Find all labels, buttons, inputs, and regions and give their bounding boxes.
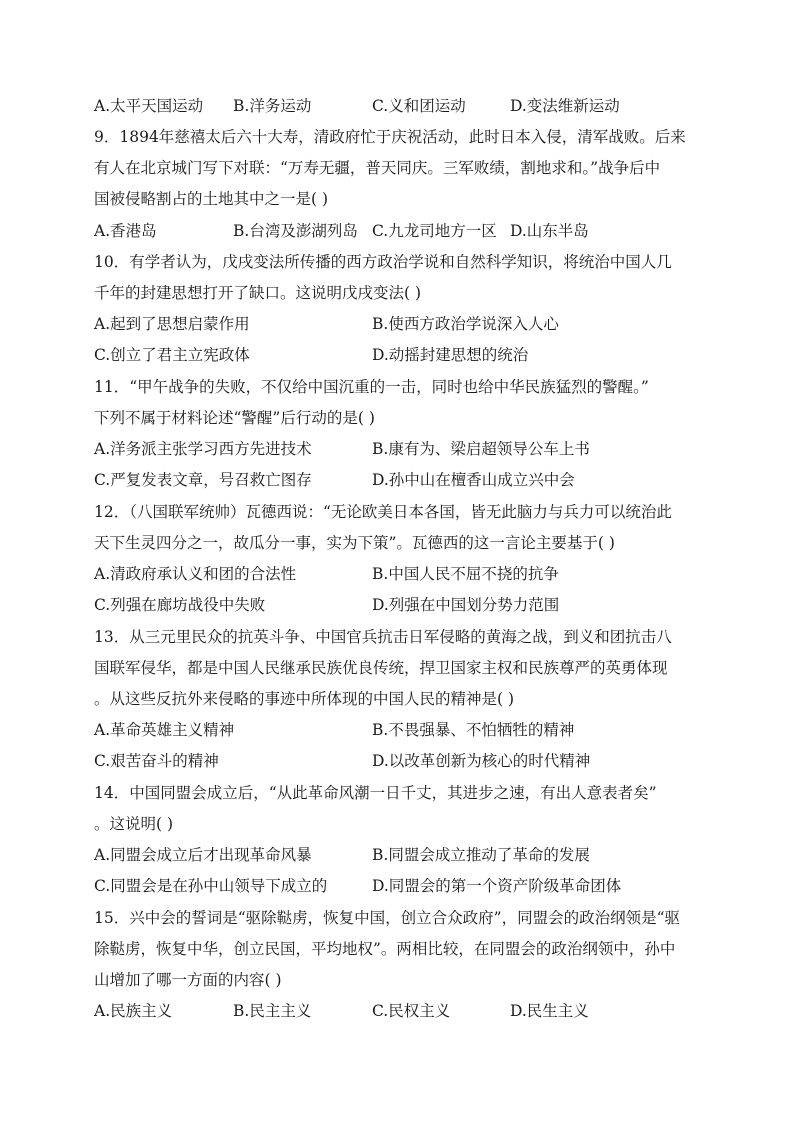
q13-stem-line-1: 13．从三元里民众的抗英斗争、中国官兵抗击日军侵略的黄海之战，到义和团抗击八: [94, 628, 672, 646]
q14-option-a: A.同盟会成立后才出现革命风暴: [94, 846, 312, 864]
q15-option-c: C.民权主义: [372, 1002, 451, 1020]
q15-stem-line-1: 15．兴中会的誓词是“驱除鞑虏，恢复中国，创立合众政府”，同盟会的政治纲领是“驱: [94, 909, 680, 927]
q13-stem-line-2: 国联军侵华，都是中国人民继承民族优良传统，捍卫国家主权和民族尊严的英勇体现: [94, 659, 668, 677]
q12-option-b: B.中国人民不屈不挠的抗争: [372, 565, 559, 583]
q12-option-d: D.列强在中国划分势力范围: [372, 596, 560, 614]
q11-stem-line-1: 11．“甲午战争的失败，不仅给中国沉重的一击，同时也给中华民族猛烈的警醒。”: [94, 378, 649, 396]
q10-option-c: C.创立了君主立宪政体: [94, 346, 250, 364]
q10-option-b: B.使西方政治学说深入人心: [372, 315, 559, 333]
q9-stem-line-3: 国被侵略割占的土地其中之一是( ): [94, 190, 329, 208]
q8-option-a: A.太平天国运动: [94, 97, 204, 115]
q15-option-b: B.民主主义: [233, 1002, 312, 1020]
q12-stem-line-2: 天下生灵四分之一，故瓜分一事，实为下策”。瓦德西的这一言论主要基于( ): [94, 534, 615, 552]
q15-stem-line-2: 除鞑虏，恢复中华，创立民国，平均地权”。两相比较，在同盟会的政治纲领中，孙中: [94, 940, 676, 958]
q10-stem-line-1: 10．有学者认为，戊戌变法所传播的西方政治学说和自然科学知识，将统治中国人几: [94, 253, 672, 271]
q8-option-d: D.变法维新运动: [510, 97, 620, 115]
q14-option-b: B.同盟会成立推动了革命的发展: [372, 846, 590, 864]
q13-stem-line-3: 。从这些反抗外来侵略的事迹中所体现的中国人民的精神是( ): [94, 690, 515, 708]
q9-stem-line-2: 有人在北京城门写下对联：“万寿无疆，普天同庆。三军败绩，割地求和。”战争后中: [94, 159, 661, 177]
q9-option-c: C.九龙司地方一区: [372, 222, 497, 240]
q9-option-b: B.台湾及澎湖列岛: [233, 222, 358, 240]
q9-option-d: D.山东半岛: [510, 222, 589, 240]
q9-stem-line-1: 9．1894年慈禧太后六十大寿，清政府忙于庆祝活动，此时日本入侵，清军战败。后来: [94, 128, 686, 146]
q11-option-b: B.康有为、梁启超领导公车上书: [372, 440, 590, 458]
q14-stem-line-1: 14．中国同盟会成立后，“从此革命风潮一日千丈，其进步之速，有出人意表者矣”: [94, 784, 657, 802]
q10-stem-line-2: 千年的封建思想打开了缺口。这说明戊戌变法( ): [94, 284, 422, 302]
q13-option-c: C.艰苦奋斗的精神: [94, 752, 219, 770]
q15-stem-line-3: 山增加了哪一方面的内容( ): [94, 971, 282, 989]
q10-option-a: A.起到了思想启蒙作用: [94, 315, 250, 333]
q13-option-a: A.革命英雄主义精神: [94, 721, 235, 739]
q15-option-d: D.民生主义: [510, 1002, 589, 1020]
q11-stem-line-2: 下列不属于材料论述“警醒”后行动的是( ): [94, 409, 375, 427]
q14-stem-line-2: 。这说明( ): [94, 815, 174, 833]
q13-option-d: D.以改革创新为核心的时代精神: [372, 752, 591, 770]
q10-option-d: D.动摇封建思想的统治: [372, 346, 529, 364]
q8-option-b: B.洋务运动: [233, 97, 312, 115]
q12-option-a: A.清政府承认义和团的合法性: [94, 565, 297, 583]
q13-option-b: B.不畏强暴、不怕牺牲的精神: [372, 721, 575, 739]
q9-option-a: A.香港岛: [94, 222, 157, 240]
q14-option-d: D.同盟会的第一个资产阶级革命团体: [372, 877, 622, 895]
q11-option-a: A.洋务派主张学习西方先进技术: [94, 440, 312, 458]
q11-option-d: D.孙中山在檀香山成立兴中会: [372, 471, 575, 489]
q14-option-c: C.同盟会是在孙中山领导下成立的: [94, 877, 328, 895]
q12-option-c: C.列强在廊坊战役中失败: [94, 596, 266, 614]
q15-option-a: A.民族主义: [94, 1002, 173, 1020]
q11-option-c: C.严复发表文章，号召救亡图存: [94, 471, 312, 489]
q12-stem-line-1: 12．（八国联军统帅）瓦德西说：“无论欧美日本各国，皆无此脑力与兵力可以统治此: [94, 503, 672, 521]
q8-option-c: C.义和团运动: [372, 97, 466, 115]
